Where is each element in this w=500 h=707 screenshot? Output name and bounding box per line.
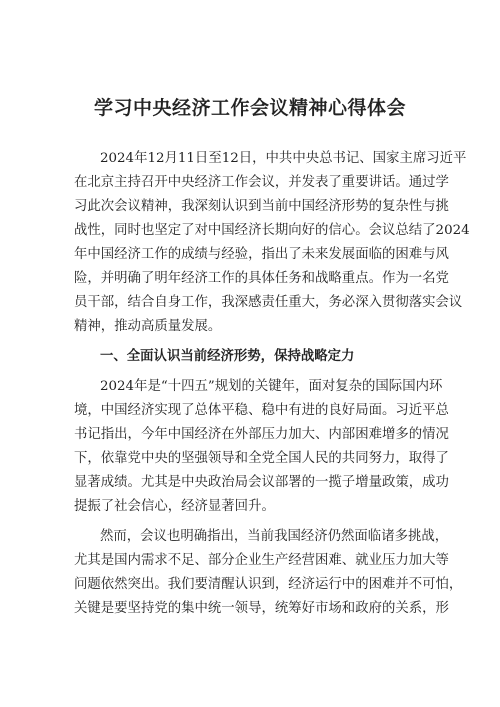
paragraph-line: 年中国经济工作的成绩与经验，指出了未来发展面临的困难与风 [74,247,449,262]
document-title: 学习中央经济工作会议精神心得体会 [93,97,406,119]
paragraph-line: 员干部，结合自身工作，我深感责任重大，务必深入贯彻落实会议 [74,295,463,310]
paragraph-line: 2024年是“十四五”规划的关键年，面对复杂的国际国内环 [100,379,443,394]
paragraph-line: 2024年12月11日至12日，中共中央总书记、国家主席习近平 [100,151,467,166]
paragraph-line: 书记指出，今年中国经济在外部压力加大、内部困难增多的情况 [74,427,449,442]
section1-paragraph-2 [74,525,463,621]
paragraph-line: 显著成绩。尤其是中央政治局会议部署的一揽子增量政策，成功 [74,475,449,490]
paragraph-line: 在北京主持召开中央经济工作会议，并发表了重要讲话。通过学 [74,175,449,190]
paragraph-line: 境，中国经济实现了总体平稳、稳中有进的良好局面。习近平总 [74,403,449,418]
paragraph-line: 战性，同时也坚定了对中国经济长期向好的信心。会议总结了2024 [74,223,470,238]
document-body [74,147,470,621]
paragraph-line: 然而，会议也明确指出，当前我国经济仍然面临诸多挑战， [100,529,449,544]
intro-paragraph [74,147,470,339]
section1-paragraph-1 [74,375,449,519]
paragraph-line: 习此次会议精神，我深刻认识到当前中国经济形势的复杂性与挑 [74,199,449,214]
paragraph-line: 精神，推动高质量发展。 [74,319,222,334]
paragraph-line: 尤其是国内需求不足、部分企业生产经营困难、就业压力加大等 [74,553,449,568]
paragraph-line: 下，依靠党中央的坚强领导和全党全国人民的共同努力，取得了 [74,451,449,466]
paragraph-line: 险，并明确了明年经济工作的具体任务和战略重点。作为一名党 [74,271,449,286]
section-heading: 一、全面认识当前经济形势，保持战略定力 [100,349,355,364]
paragraph-line: 关键是要坚持党的集中统一领导，统筹好市场和政府的关系，形 [74,601,449,616]
paragraph-line: 提振了社会信心，经济显著回升。 [74,499,275,514]
paragraph-line: 问题依然突出。我们要清醒认识到，经济运行中的困难并不可怕， [74,577,463,592]
